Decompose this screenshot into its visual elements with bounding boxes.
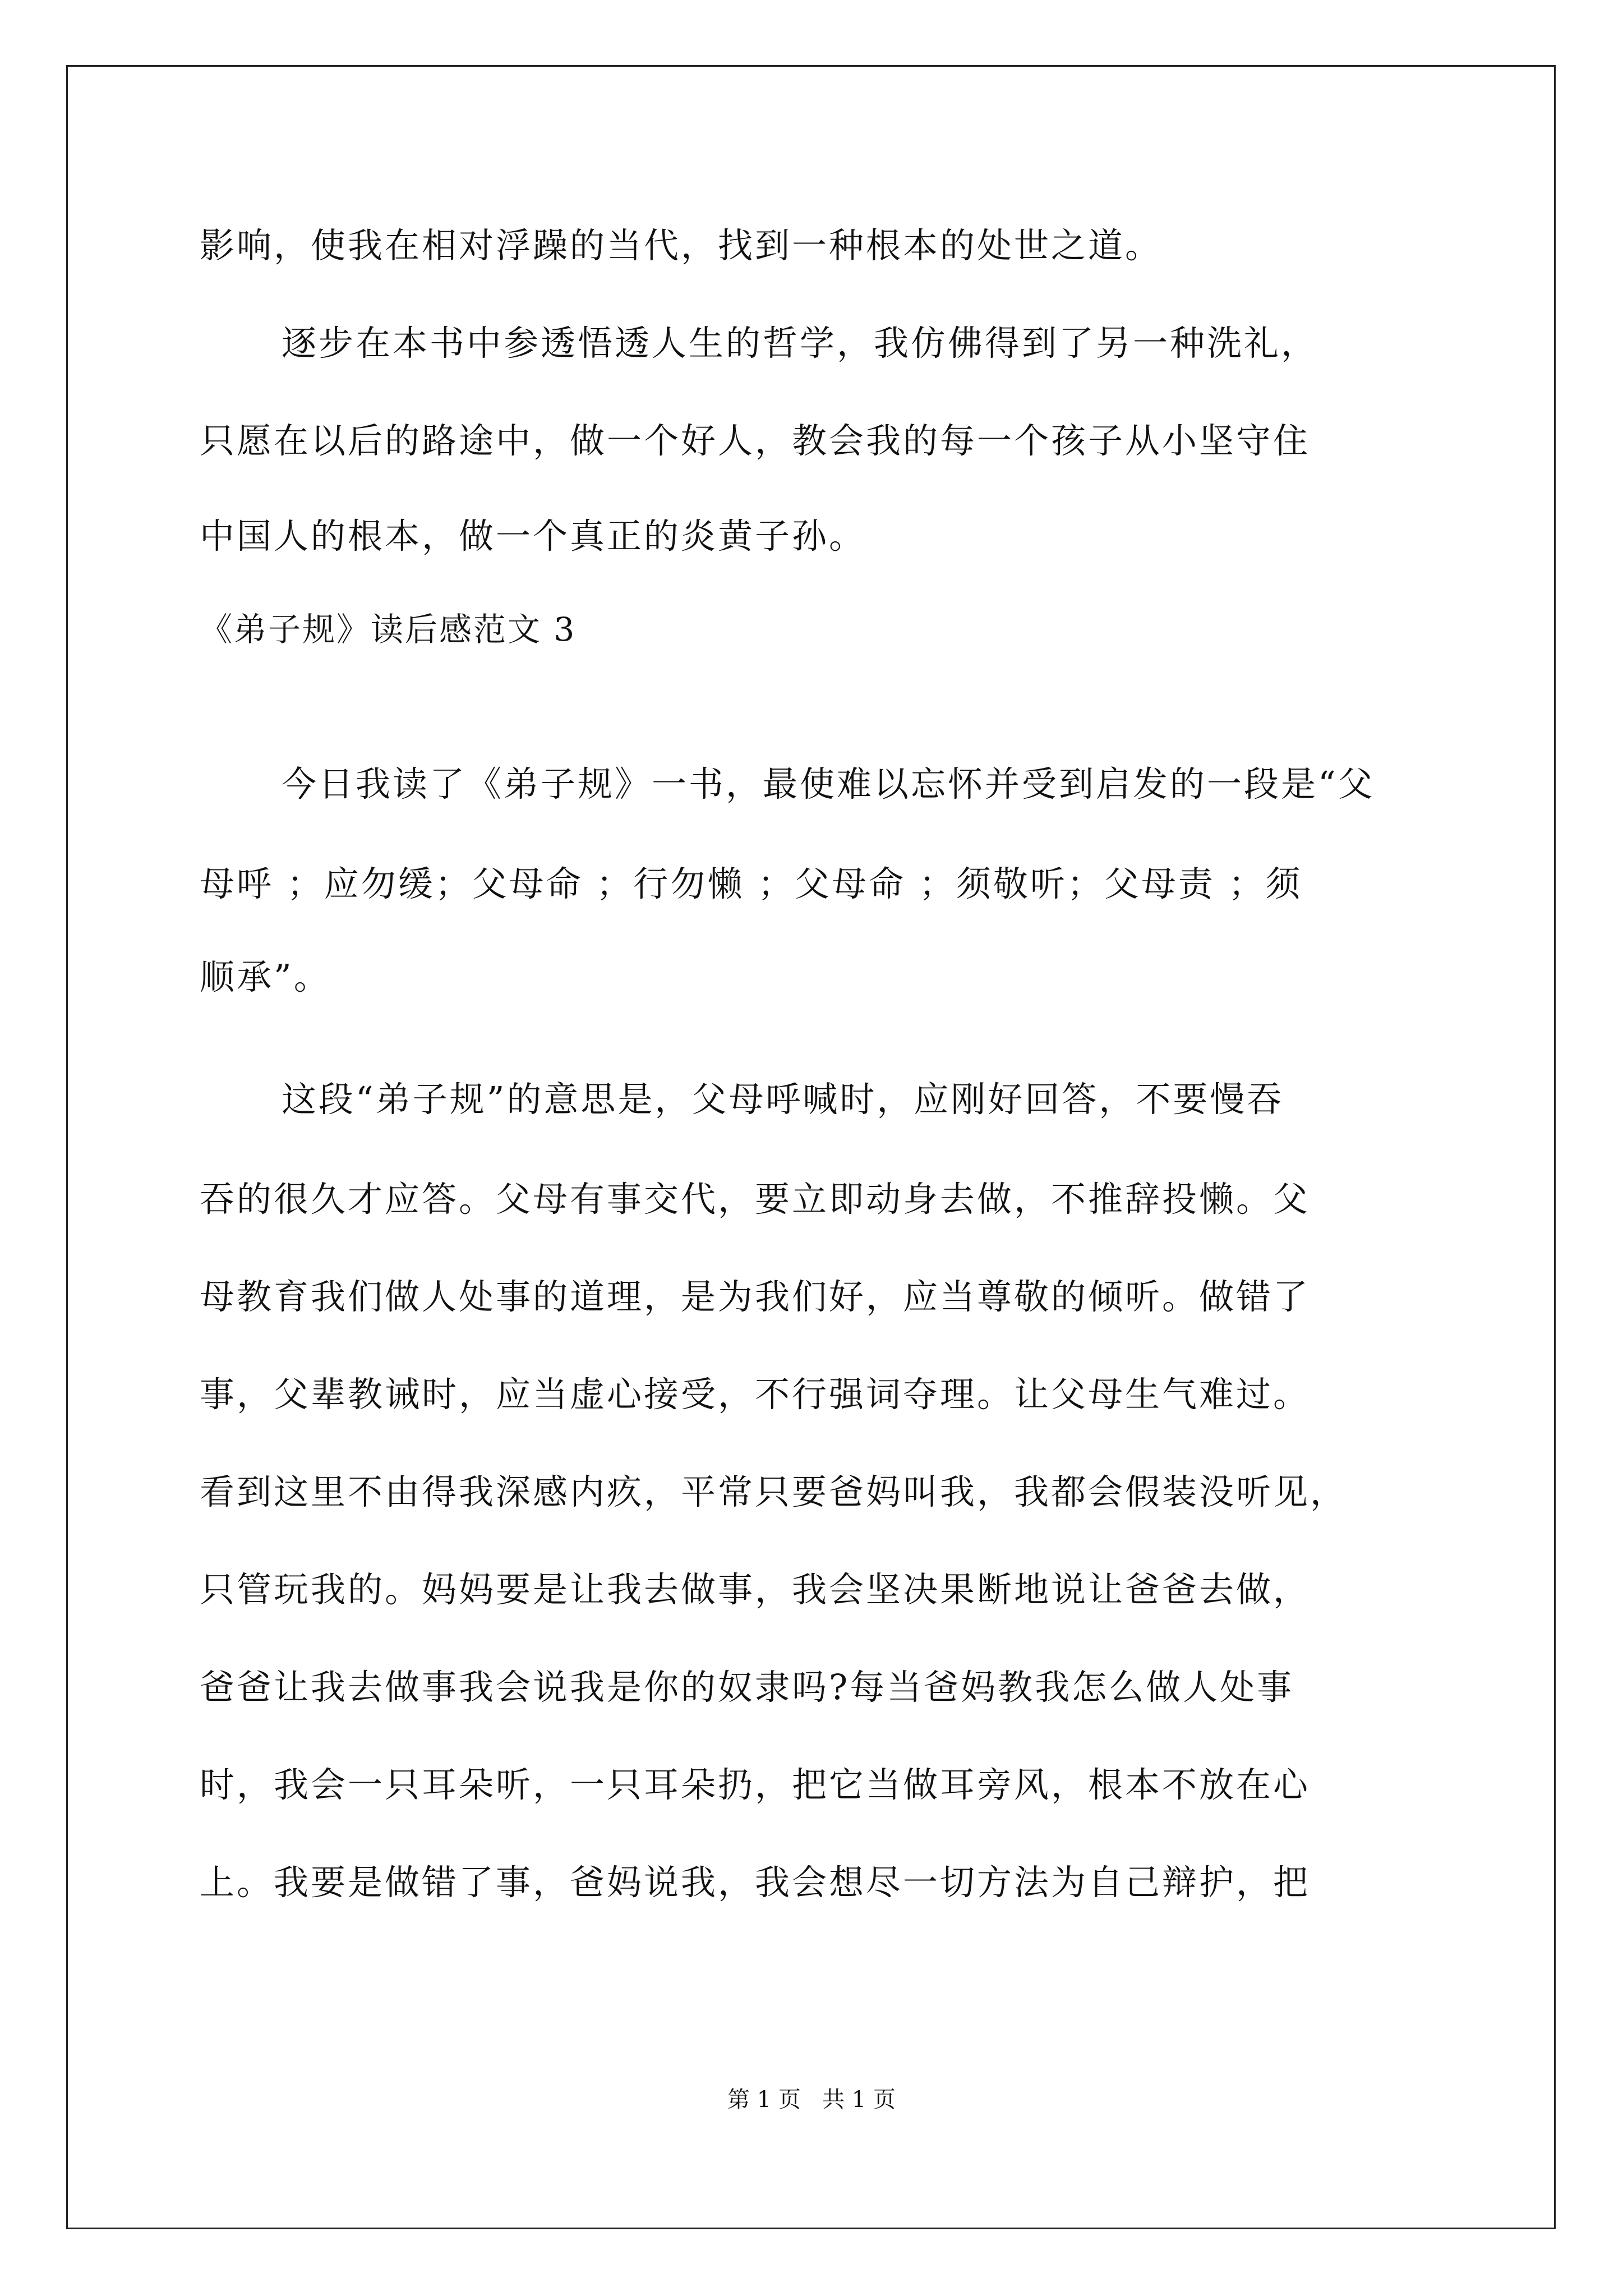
paragraph-line: 只管玩我的。妈妈要是让我去做事，我会坚决果断地说让爸爸去做，: [200, 1569, 1311, 1610]
paragraph-line: 这段“弟子规”的意思是，父母呼喊时，应刚好回答，不要慢吞: [282, 1079, 1284, 1120]
paragraph-line: 事，父辈教诫时，应当虚心接受，不行强词夺理。让父母生气难过。: [200, 1374, 1311, 1415]
paragraph-line: 母呼 ；应勿缓；父母命 ；行勿懒 ；父母命 ；须敬听；父母责 ；须: [200, 863, 1303, 904]
paragraph-line: 只愿在以后的路途中，做一个好人，教会我的每一个孩子从小坚守住: [200, 420, 1311, 461]
paragraph-line: 中国人的根本，做一个真正的炎黄子孙。: [200, 516, 866, 556]
paragraph-line: 逐步在本书中参透悟透人生的哲学，我仿佛得到了另一种洗礼，: [282, 323, 1318, 364]
paragraph-line: 上。我要是做错了事，爸妈说我，我会想尽一切方法为自己辩护，把: [200, 1862, 1311, 1903]
section-heading: 《弟子规》读后感范文 3: [200, 610, 577, 648]
paragraph-line: 母教育我们做人处事的道理，是为我们好，应当尊敬的倾听。做错了: [200, 1276, 1311, 1317]
page-number-footer: 第 1 页 共 1 页: [727, 2087, 896, 2113]
paragraph-line: 影响，使我在相对浮躁的当代，找到一种根本的处世之道。: [200, 225, 1163, 266]
paragraph-line: 吞的很久才应答。父母有事交代，要立即动身去做，不推辞投懒。父: [200, 1179, 1311, 1220]
paragraph-line: 今日我读了《弟子规》一书，最使难以忘怀并受到启发的一段是“父: [282, 763, 1375, 804]
paragraph-line: 时，我会一只耳朵听，一只耳朵扔，把它当做耳旁风，根本不放在心: [200, 1764, 1311, 1805]
paragraph-line: 顺承”。: [200, 956, 331, 997]
paragraph-line: 爸爸让我去做事我会说我是你的奴隶吗?每当爸妈教我怎么做人处事: [200, 1667, 1294, 1708]
paragraph-line: 看到这里不由得我深感内疚，平常只要爸妈叫我，我都会假装没听见，: [200, 1471, 1348, 1512]
